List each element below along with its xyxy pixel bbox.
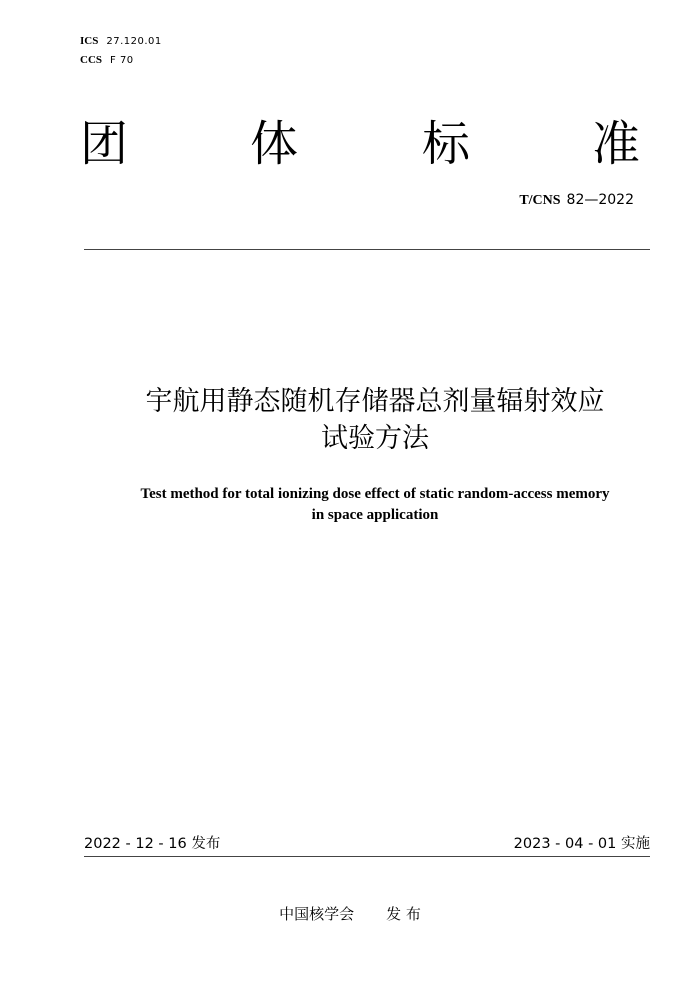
standard-type-char-1: 团 (80, 116, 129, 172)
standard-type-char-4: 准 (592, 116, 641, 172)
publisher-name: 中国核学会 (279, 905, 355, 923)
ics-code: 27.120.01 (106, 36, 162, 47)
standard-type-char-2: 体 (250, 116, 299, 172)
publish-date: 2022 - 12 - 16 发布 (84, 836, 221, 852)
chinese-title-line-2: 试验方法 (321, 423, 429, 454)
standard-number (519, 191, 634, 210)
chinese-title-line-1: 宇航用静态随机存储器总剂量辐射效应 (145, 386, 605, 417)
standard-type-char-3: 标 (422, 116, 471, 172)
bottom-divider (84, 856, 650, 857)
ccs-label: CCS (80, 54, 103, 66)
ccs-classification (80, 53, 134, 68)
standard-number-value: 82—2022 (566, 192, 634, 208)
publisher (0, 904, 700, 924)
publisher-action: 发 布 (386, 905, 421, 923)
implement-date: 2023 - 04 - 01 实施 (513, 836, 650, 852)
ics-classification (80, 34, 162, 49)
top-divider (84, 249, 650, 250)
english-title-line-2: in space application (311, 507, 439, 523)
standard-number-prefix: T/CNS (519, 193, 561, 208)
ics-label: ICS (80, 35, 99, 47)
english-title-line-1: Test method for total ionizing dose effect of static random-access memory (140, 486, 610, 502)
ccs-code: F 70 (110, 55, 134, 66)
